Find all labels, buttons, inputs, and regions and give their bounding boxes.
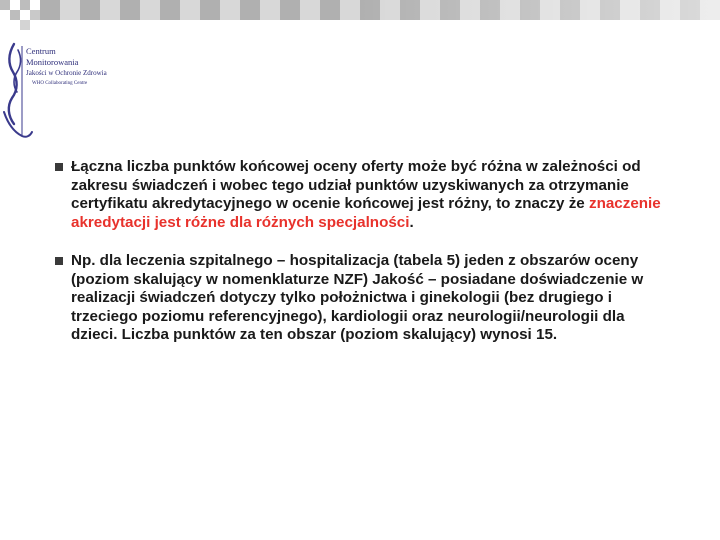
square-bullet-icon xyxy=(55,257,63,265)
logo-line-4: WHO Collaborating Centre xyxy=(32,81,88,86)
bullet-text-before: Łączna liczba punktów końcowej oceny oferty może być różna w zależności od zakresu świadczeń i wobec tego udział punktów uzyskiwanych za otrzymanie certyfikatu akredytacyjnego w ocenie końcowej jest różny, to znaczy że xyxy=(71,158,641,212)
logo-text xyxy=(26,46,107,88)
logo-line-1: Centrum xyxy=(26,46,56,56)
logo-line-2: Monitorowania xyxy=(26,57,79,67)
top-checker-pattern xyxy=(0,0,720,40)
bullet-item xyxy=(57,252,672,345)
bullet-item xyxy=(57,158,672,232)
bullet-text-before: Np. dla leczenia szpitalnego – hospitalizacja (tabela 5) jeden z obszarów oceny (poziom skalujący w nomenklaturze NZF) Jakość – posiadane doświadczenie w realizacji świadczeń dotyczy tylko położnictwa i ginekologii (bez drugiego i trzeciego poziomu referencyjnego), kardiologii oraz neurologii/neurologii dla dzieci. Liczba punktów za ten obszar (poziom skalujący) wynosi 15. xyxy=(71,252,644,343)
square-bullet-icon xyxy=(55,163,63,171)
bullet-text-after: . xyxy=(409,213,414,231)
organization-logo xyxy=(0,40,107,145)
logo-line-3: Jakości w Ochronie Zdrowia xyxy=(26,69,107,77)
bullet-list xyxy=(57,158,672,365)
bullet-highlight: znaczenie akredytacji jest różne dla różnych specjalności xyxy=(71,195,661,231)
